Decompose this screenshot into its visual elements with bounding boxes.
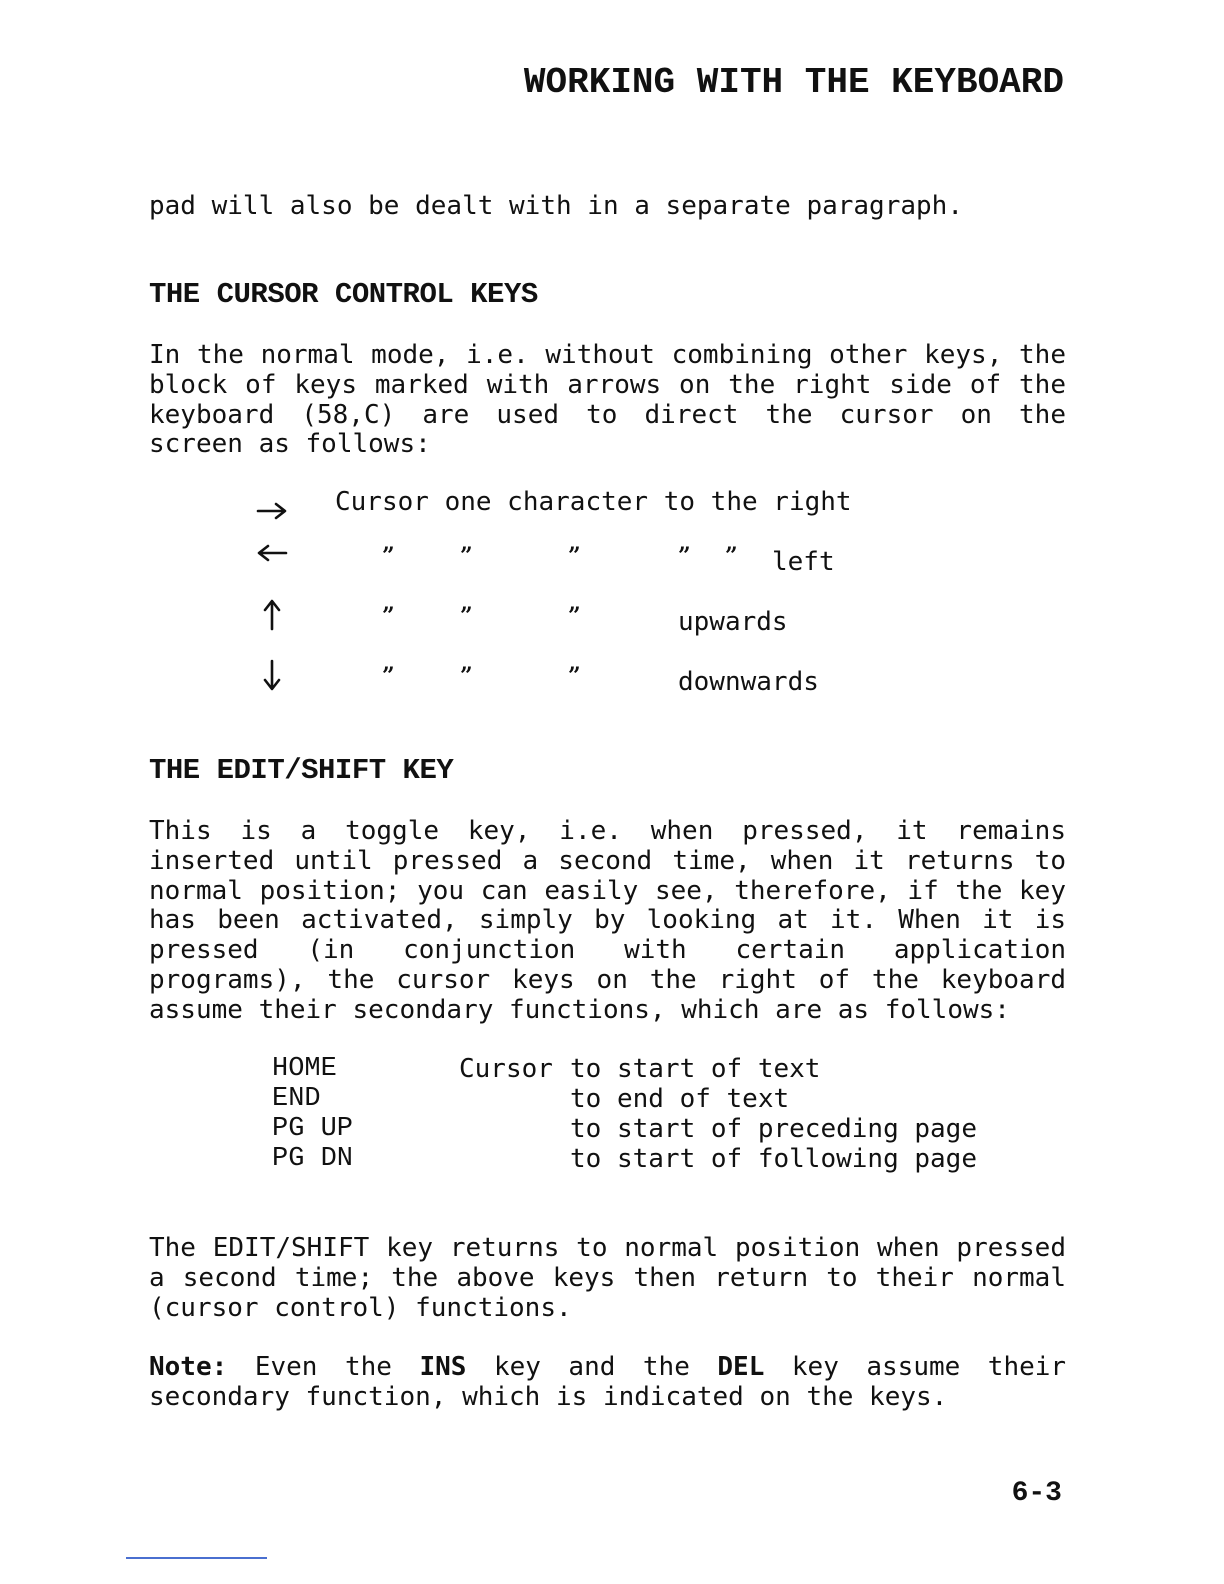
cursor-keys-paragraph: In the normal mode, i.e. without combining other keys, the block of keys marked with arrows on the right side of the keyboard (58,C) are used to direct the cursor on the screen as follows: [149, 340, 1066, 460]
ditto-mark: ” [725, 543, 738, 569]
edit-shift-return-paragraph: The EDIT/SHIFT key returns to normal position when pressed a second time; the above keys then return to their normal (cursor control) functions. [149, 1233, 1066, 1323]
ditto-mark: ” [568, 663, 581, 689]
right-arrow-icon [252, 491, 292, 531]
note-text: Even the [254, 1352, 392, 1382]
ditto-mark: ” [568, 543, 581, 569]
down-arrow-icon [252, 655, 292, 695]
ditto-mark: ” [678, 543, 691, 569]
up-arrow-icon [252, 595, 292, 635]
key-desc: to start of text [570, 1054, 821, 1084]
key-name: END [272, 1084, 321, 1114]
note-paragraph [149, 1353, 1066, 1413]
key-name: HOME [272, 1054, 337, 1084]
intro-paragraph: pad will also be dealt with in a separate paragraph. [149, 191, 963, 221]
left-arrow-icon [252, 533, 292, 573]
key-desc: to end of text [570, 1084, 790, 1114]
note-text: key and the [493, 1352, 690, 1382]
cursor-keys-heading: THE CURSOR CONTROL KEYS [149, 278, 538, 311]
ditto-mark: ” [460, 543, 473, 569]
key-desc: to start of preceding page [570, 1114, 977, 1144]
ditto-mark: ” [382, 543, 395, 569]
key-desc-prefix: Cursor [459, 1054, 553, 1084]
note-label: Note: [149, 1352, 228, 1382]
edit-shift-paragraph: This is a toggle key, i.e. when pressed, it remains inserted until pressed a second time, when it returns to normal position; you can easily see, therefore, if the key has been activated, simply by looking at it. When it is pressed (in conjunction with certain application programs), the cursor keys on the right of the keyboard assume their secondary functions, which are as follows: [149, 816, 1066, 1025]
direction-label: left [772, 547, 835, 577]
ditto-mark: ” [382, 603, 395, 629]
key-name: PG DN [272, 1144, 354, 1174]
ditto-mark: ” [460, 603, 473, 629]
arrow-row-text: Cursor one character to the right [335, 487, 852, 517]
ditto-mark: ” [568, 603, 581, 629]
ins-key-label: INS [419, 1352, 467, 1382]
direction-label: upwards [678, 607, 788, 637]
key-desc: to start of following page [570, 1144, 977, 1174]
key-name: PG UP [272, 1114, 354, 1144]
ditto-mark: ” [460, 663, 473, 689]
note-text: key assume their secondary function, which is indicated on the keys. [149, 1352, 1067, 1412]
page-number: 6-3 [1011, 1478, 1062, 1509]
edit-shift-heading: THE EDIT/SHIFT KEY [149, 754, 454, 787]
footer-divider [126, 1557, 267, 1559]
page-title: WORKING WITH THE KEYBOARD [523, 62, 1064, 103]
direction-label: downwards [678, 667, 819, 697]
ditto-mark: ” [382, 663, 395, 689]
del-key-label: DEL [717, 1352, 765, 1382]
